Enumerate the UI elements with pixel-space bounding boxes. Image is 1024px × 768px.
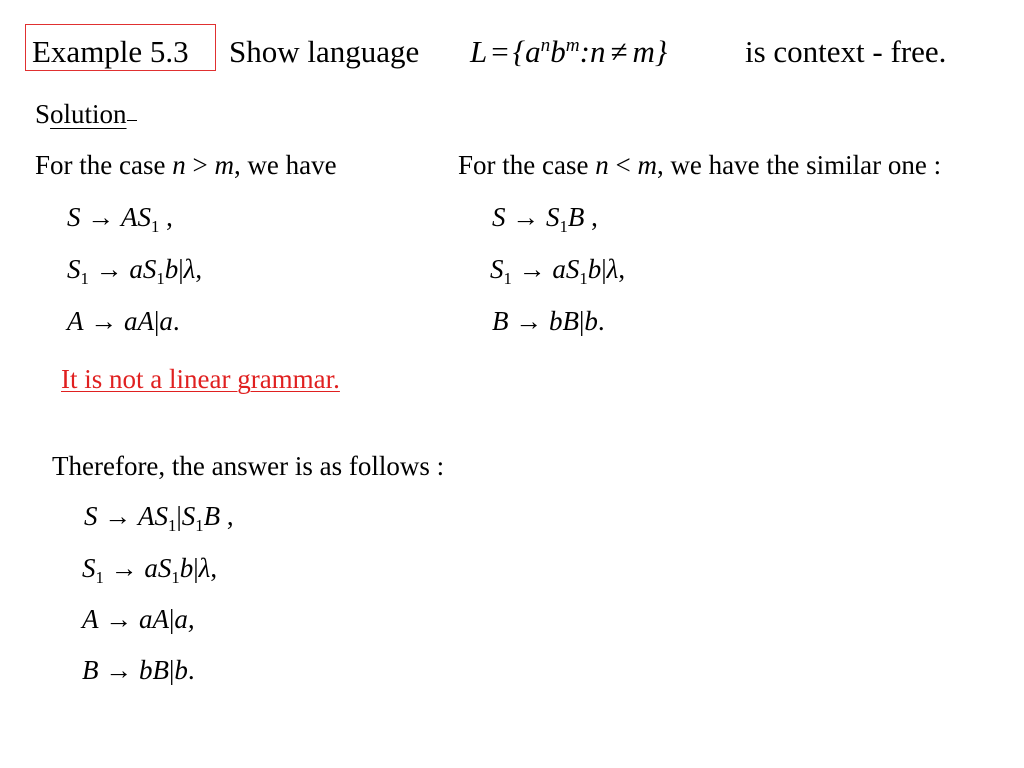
case-left-text-b: , we have: [233, 150, 337, 180]
case-right-text-a: For the case: [458, 150, 596, 180]
example-label: Example 5.3: [32, 34, 189, 69]
final-rule-1: $S \to AS_1|S_1B$ ,: [84, 501, 234, 535]
title-suffix: is context - free.: [745, 34, 947, 69]
right-rule-1: $S \to S_1B$ ,: [492, 202, 598, 236]
right-rule-2: $S_1 \to aS_1b|\lambda$,: [490, 254, 626, 288]
lang-exp-m: m: [565, 35, 580, 57]
left-rule-1: $S \to AS_1$ ,: [67, 202, 173, 236]
title-prefix: Show language: [229, 34, 420, 69]
case-right-var-m: m: [637, 150, 657, 180]
lang-colon: :: [579, 34, 590, 69]
case-right-text-b: , we have the similar one :: [656, 150, 942, 180]
left-rule-3: A → aA|a.: [67, 306, 180, 336]
lang-open-brace: {: [512, 34, 526, 69]
case-left-header: [35, 152, 337, 179]
final-rule-2: $S_1 \to aS_1b|\lambda$,: [82, 553, 218, 587]
case-right-header: [458, 152, 941, 179]
final-rule-3: A → aA|a,: [82, 604, 195, 634]
solution-underline-tail: [127, 120, 137, 121]
lang-m: m: [632, 34, 655, 69]
lang-b: b: [550, 34, 566, 69]
lang-L: L: [470, 34, 488, 69]
final-rule-4: B → bB|b.: [82, 655, 195, 685]
lang-neq: ≠: [610, 34, 628, 69]
case-left-op: >: [185, 150, 215, 180]
language-definition: [470, 36, 667, 67]
lang-n: n: [589, 34, 606, 69]
lang-close-brace: }: [654, 34, 668, 69]
right-rule-3: B → bB|b.: [492, 306, 605, 336]
lang-eq: =: [491, 34, 509, 69]
solution-rest: olution: [50, 99, 127, 129]
lang-exp-n: n: [540, 35, 551, 57]
solution-heading: [35, 101, 137, 128]
case-left-var-m: m: [214, 150, 234, 180]
solution-first-letter: S: [35, 99, 51, 129]
case-right-op: <: [608, 150, 638, 180]
therefore-line: Therefore, the answer is as follows :: [52, 451, 445, 481]
left-rule-2: $S_1 \to aS_1b|\lambda$,: [67, 254, 203, 288]
lang-a: a: [525, 34, 541, 69]
case-left-text-a: For the case: [35, 150, 173, 180]
case-left-var-n: n: [172, 150, 186, 180]
case-right-var-n: n: [595, 150, 609, 180]
linear-grammar-note: It is not a linear grammar.: [61, 364, 340, 394]
